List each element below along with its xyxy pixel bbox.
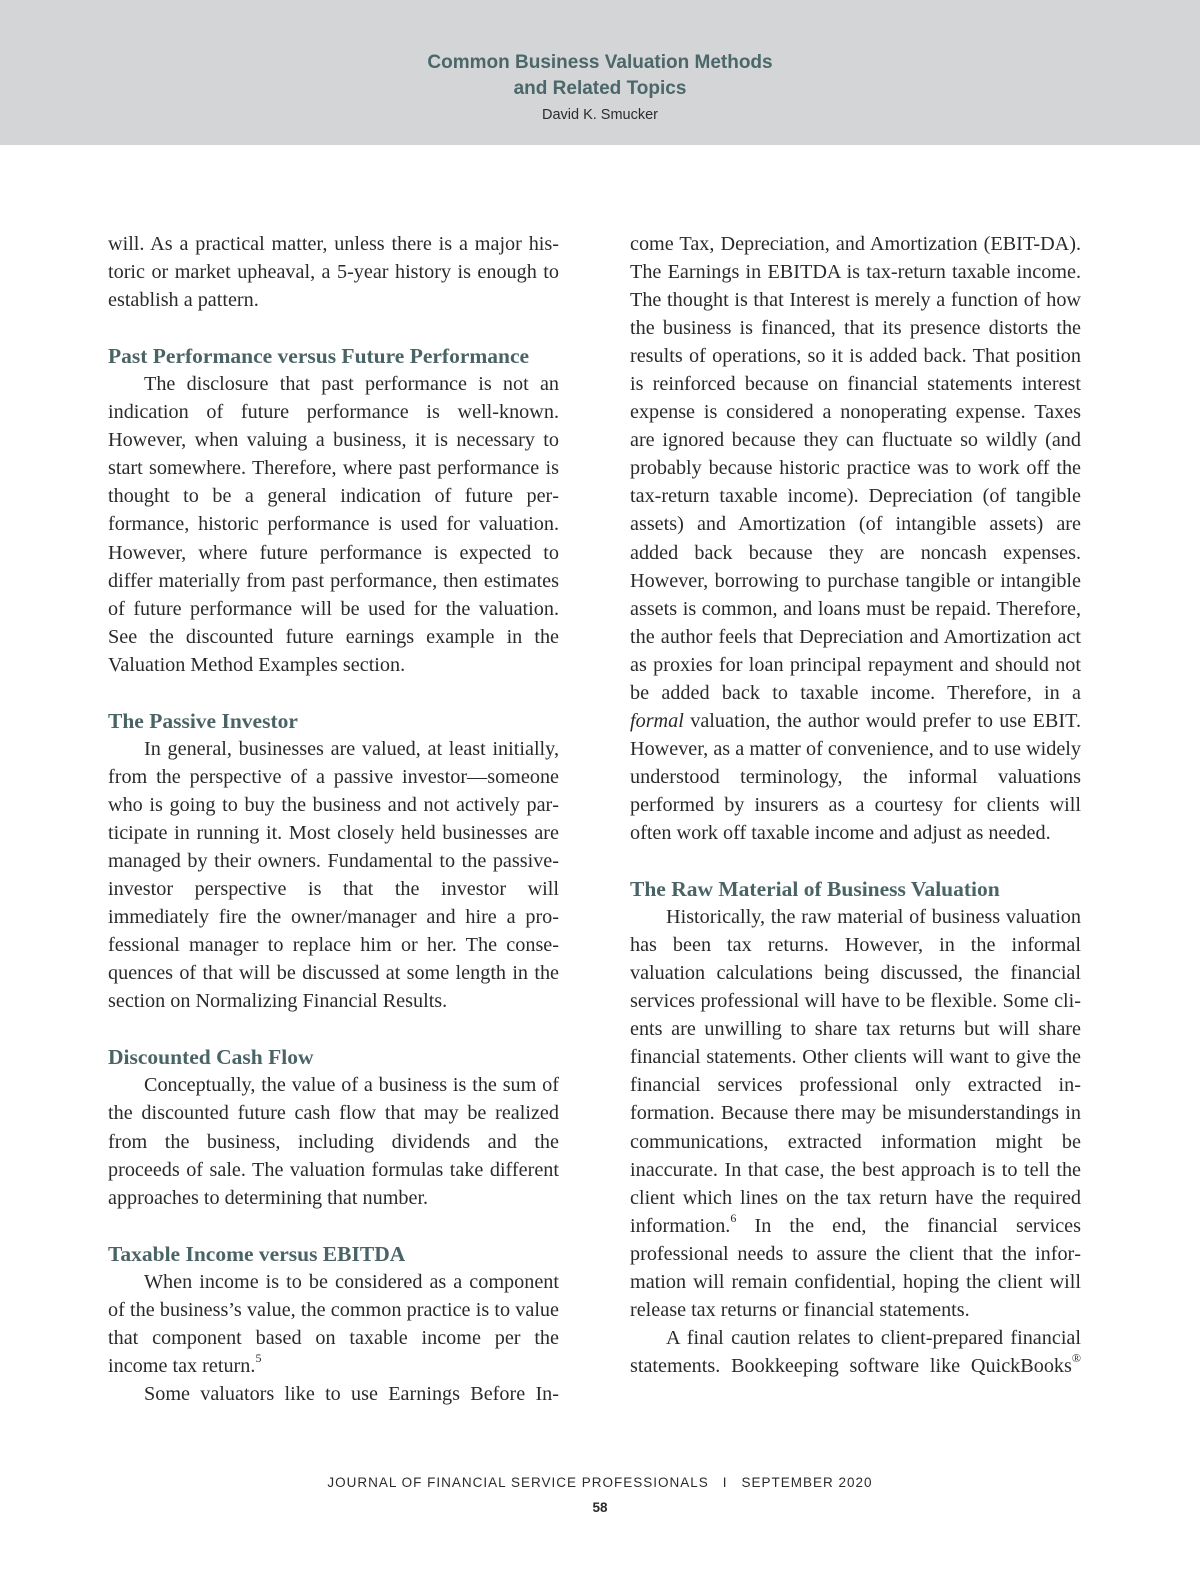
past-performance-paragraph: The disclosure that past performance is not an indication of future performance is well-known. However, when valuing a business, it is necessary to start somewhere. Therefore, where past performance is thought to be a general indication of future performance, historic performance is used for valuation. However, where future performance is expected to differ materially from past performance, then estimates of future performance will be used for the valuation. See the discounted future earnings example in the Valuation Method Examples section.	[108, 373, 559, 676]
section-heading-past-performance: Past Performance versus Future Performance	[108, 344, 530, 369]
raw-material-text-part-2: In the end, the financial services professional needs to assure the client that the information will remain confidential, hoping the client will release tax returns or financial statements.	[630, 1214, 1081, 1321]
ebitda-text-part-2: valuation, the author would prefer to use EBIT. However, as a matter of convenience, and to use widely understood terminology, the informal valuations performed by insurers as a courtesy for clients will often work off taxable income and adjust as needed.	[630, 709, 1081, 844]
section-heading-discounted-cash-flow: Discounted Cash Flow	[108, 1045, 314, 1070]
ebitda-continuation-paragraph	[630, 230, 1081, 847]
article-title-line-1: Common Business Valuation Methods	[427, 52, 773, 73]
left-column	[108, 230, 559, 1408]
taxable-income-paragraph-1	[108, 1268, 559, 1380]
page-header	[0, 0, 1200, 145]
issue-date: SEPTEMBER 2020	[741, 1475, 873, 1490]
section-heading-passive-investor: The Passive Investor	[108, 708, 298, 733]
article-title-line-2: and Related Topics	[513, 78, 687, 99]
section-heading-raw-material: The Raw Material of Business Valuation	[630, 877, 1000, 902]
footnote-marker-6: 6	[730, 1210, 737, 1225]
footer-separator: I	[722, 1475, 728, 1490]
passive-investor-paragraph: In general, businesses are valued, at least initially, from the perspective of a passive investor—someone who is going to buy the business and not actively participate in running it. Most closely held businesses are managed by their owners. Fundamental to the passive-investor perspective is that the investor will immediately fire the owner/manager and hire a professional manager to replace him or her. The consequences of that will be discussed at some length in the section on Normalizing Financial Results.	[108, 737, 559, 1013]
raw-material-paragraph-2	[630, 1324, 1081, 1380]
raw-material-text-part-1: Historically, the raw material of business valuation has been tax returns. However, in the informal valuation calculations being discussed, the financial services professional will have to be flexible. Some clients are unwilling to share tax returns but will share financial statements. Other clients will want to give the financial services professional only extracted information. Because there may be misunderstandings in communications, extracted information might be inaccurate. In that case, the best approach is to tell the client which lines on the tax return have the required information.	[630, 906, 1081, 1237]
article-author: David K. Smucker	[541, 107, 659, 123]
footnote-marker-5: 5	[255, 1351, 262, 1366]
section-heading-taxable-income: Taxable Income versus EBITDA	[108, 1241, 406, 1266]
final-caution-text: A final caution relates to client-prepared financial statements. Bookkeeping software like QuickBooks	[630, 1326, 1081, 1377]
italic-formal: formal	[630, 709, 684, 732]
journal-name: JOURNAL OF FINANCIAL SERVICE PROFESSIONALS	[327, 1475, 709, 1490]
article-title	[0, 50, 1200, 102]
discounted-cash-flow-paragraph: Conceptually, the value of a business is the sum of the discounted future cash flow that may be realized from the business, including dividends and the proceeds of sale. The valuation formulas take different approaches to determining that number.	[108, 1074, 559, 1209]
right-column	[630, 230, 1081, 1380]
registered-mark: ®	[1071, 1351, 1081, 1366]
ebitda-text-part-1: come Tax, Depreciation, and Amortization (EBIT-DA). The Earnings in EBITDA is tax-return taxable income. The thought is that Interest is merely a function of how the business is financed, that its presence distorts the results of operations, so it is added back. That position is reinforced because on financial statements interest expense is considered a nonoperating expense. Taxes are ignored because they can fluctuate so wildly (and probably because historic practice was to work off the tax-return taxable income). Depreciation (of tangible assets) and Amortization (of intangible assets) are added back because they are noncash expenses. However, borrowing to purchase tangible or intangible assets is common, and loans must be repaid. Therefore, the author feels that Depreciation and Amortization act as proxies for loan principal repayment and should not be added back to taxable income. Therefore, in a	[630, 233, 1081, 704]
raw-material-paragraph-1	[630, 903, 1081, 1324]
page-number: 58	[592, 1500, 608, 1515]
taxable-income-text: When income is to be considered as a component of the business’s value, the common practice is to value that component based on taxable income per the income tax return.	[108, 1270, 559, 1377]
intro-paragraph: will. As a practical matter, unless there is a major historic or market upheaval, a 5-year history is enough to establish a pattern.	[108, 233, 559, 312]
taxable-income-paragraph-2: Some valuators like to use Earnings Before In-	[144, 1382, 559, 1405]
page-footer	[0, 1475, 1200, 1490]
